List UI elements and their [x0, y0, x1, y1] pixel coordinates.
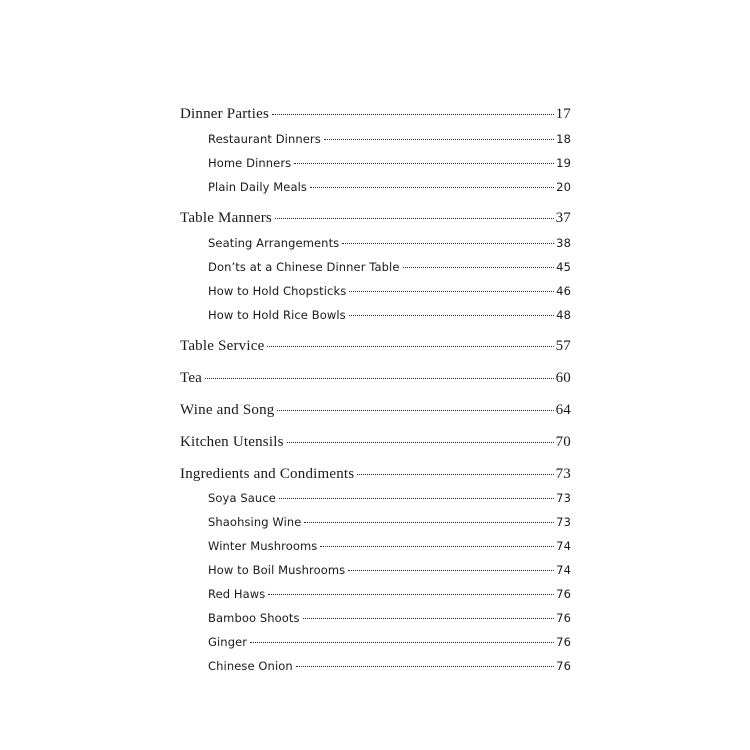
toc-entry-title: Red Haws — [208, 587, 266, 601]
dot-leader — [403, 267, 555, 268]
dot-leader — [349, 315, 554, 316]
toc-entry-title: Chinese Onion — [208, 659, 293, 673]
dot-leader — [348, 570, 554, 571]
toc-entry-page-number: 64 — [555, 402, 571, 418]
dot-leader — [275, 218, 554, 219]
toc-entry-title: Winter Mushrooms — [208, 539, 318, 553]
toc-entry-title: Kitchen Utensils — [180, 434, 284, 450]
toc-entry-red-haws — [208, 587, 571, 601]
toc-entry-plain-daily-meals — [208, 180, 571, 194]
dot-leader — [267, 346, 553, 347]
toc-entry-page-number: 37 — [555, 210, 571, 226]
toc-entry-title: Restaurant Dinners — [208, 132, 321, 146]
toc-entry-title: Soya Sauce — [208, 491, 276, 505]
toc-entry-chinese-onion — [208, 659, 571, 673]
dot-leader — [324, 139, 554, 140]
toc-entry-ginger — [208, 635, 571, 649]
toc-entry-page-number: 60 — [555, 370, 571, 386]
toc-entry-home-dinners — [208, 156, 571, 170]
toc-entry-title: Dinner Parties — [180, 106, 270, 122]
toc-entry-page-number: 73 — [555, 466, 571, 482]
toc-entry-page-number: 38 — [556, 236, 571, 250]
toc-entry-title: Ingredients and Condiments — [180, 466, 355, 482]
toc-entry-page-number: 46 — [556, 284, 571, 298]
toc-entry-table-service — [180, 338, 571, 355]
toc-entry-page-number: 73 — [556, 515, 571, 529]
toc-entry-title: Home Dinners — [208, 156, 292, 170]
dot-leader — [294, 163, 554, 164]
toc-entry-page-number: 74 — [556, 563, 571, 577]
toc-entry-page-number: 70 — [555, 434, 571, 450]
toc-entry-page-number: 19 — [556, 156, 571, 170]
toc-entry-page-number: 20 — [556, 180, 571, 194]
toc-entry-title: Don’ts at a Chinese Dinner Table — [208, 260, 400, 274]
toc-entry-title: Seating Arrangements — [208, 236, 340, 250]
dot-leader — [357, 474, 553, 475]
toc-entry-title: Bamboo Shoots — [208, 611, 300, 625]
dot-leader — [279, 498, 554, 499]
dot-leader — [310, 187, 554, 188]
toc-entry-page-number: 48 — [556, 308, 571, 322]
toc-entry-title: Plain Daily Meals — [208, 180, 308, 194]
toc-entry-ingredients-and-condiments — [180, 466, 571, 483]
toc-entry-boil-mushrooms — [208, 563, 571, 577]
toc-entry-kitchen-utensils — [180, 434, 571, 451]
toc-entry-title: Table Manners — [180, 210, 272, 226]
toc-entry-bamboo-shoots — [208, 611, 571, 625]
toc-entry-soya-sauce — [208, 491, 571, 505]
toc-entry-page-number: 76 — [556, 611, 571, 625]
dot-leader — [296, 666, 554, 667]
dot-leader — [320, 546, 554, 547]
dot-leader — [268, 594, 554, 595]
toc-entry-donts-at-dinner-table — [208, 260, 571, 274]
toc-entry-page-number: 76 — [556, 635, 571, 649]
dot-leader — [287, 442, 554, 443]
toc-entry-title: Table Service — [180, 338, 265, 354]
toc-entry-title: Ginger — [208, 635, 248, 649]
toc-entry-hold-chopsticks — [208, 284, 571, 298]
dot-leader — [303, 618, 555, 619]
toc-entry-shaohsing-wine — [208, 515, 571, 529]
toc-entry-title: How to Hold Chopsticks — [208, 284, 347, 298]
toc-entry-page-number: 57 — [555, 338, 571, 354]
toc-entry-title: How to Boil Mushrooms — [208, 563, 346, 577]
toc-entry-dinner-parties — [180, 106, 571, 123]
toc-entry-hold-rice-bowls — [208, 308, 571, 322]
toc-entry-wine-and-song — [180, 402, 571, 419]
toc-entry-tea — [180, 370, 571, 387]
toc-entry-winter-mushrooms — [208, 539, 571, 553]
toc-entry-title: How to Hold Rice Bowls — [208, 308, 346, 322]
toc-entry-title: Tea — [180, 370, 203, 386]
toc-entry-page-number: 74 — [556, 539, 571, 553]
toc-entry-page-number: 45 — [556, 260, 571, 274]
dot-leader — [205, 378, 554, 379]
dot-leader — [342, 243, 554, 244]
dot-leader — [304, 522, 554, 523]
toc-entry-page-number: 73 — [556, 491, 571, 505]
toc-entry-seating-arrangements — [208, 236, 571, 250]
toc-entry-page-number: 18 — [556, 132, 571, 146]
dot-leader — [277, 410, 553, 411]
toc-entry-restaurant-dinners — [208, 132, 571, 146]
dot-leader — [272, 114, 554, 115]
toc-entry-title: Wine and Song — [180, 402, 275, 418]
toc-entry-page-number: 17 — [555, 106, 571, 122]
dot-leader — [250, 642, 554, 643]
toc-entry-title: Shaohsing Wine — [208, 515, 302, 529]
toc-entry-page-number: 76 — [556, 587, 571, 601]
dot-leader — [349, 291, 554, 292]
toc-entry-table-manners — [180, 210, 571, 227]
toc-entry-page-number: 76 — [556, 659, 571, 673]
